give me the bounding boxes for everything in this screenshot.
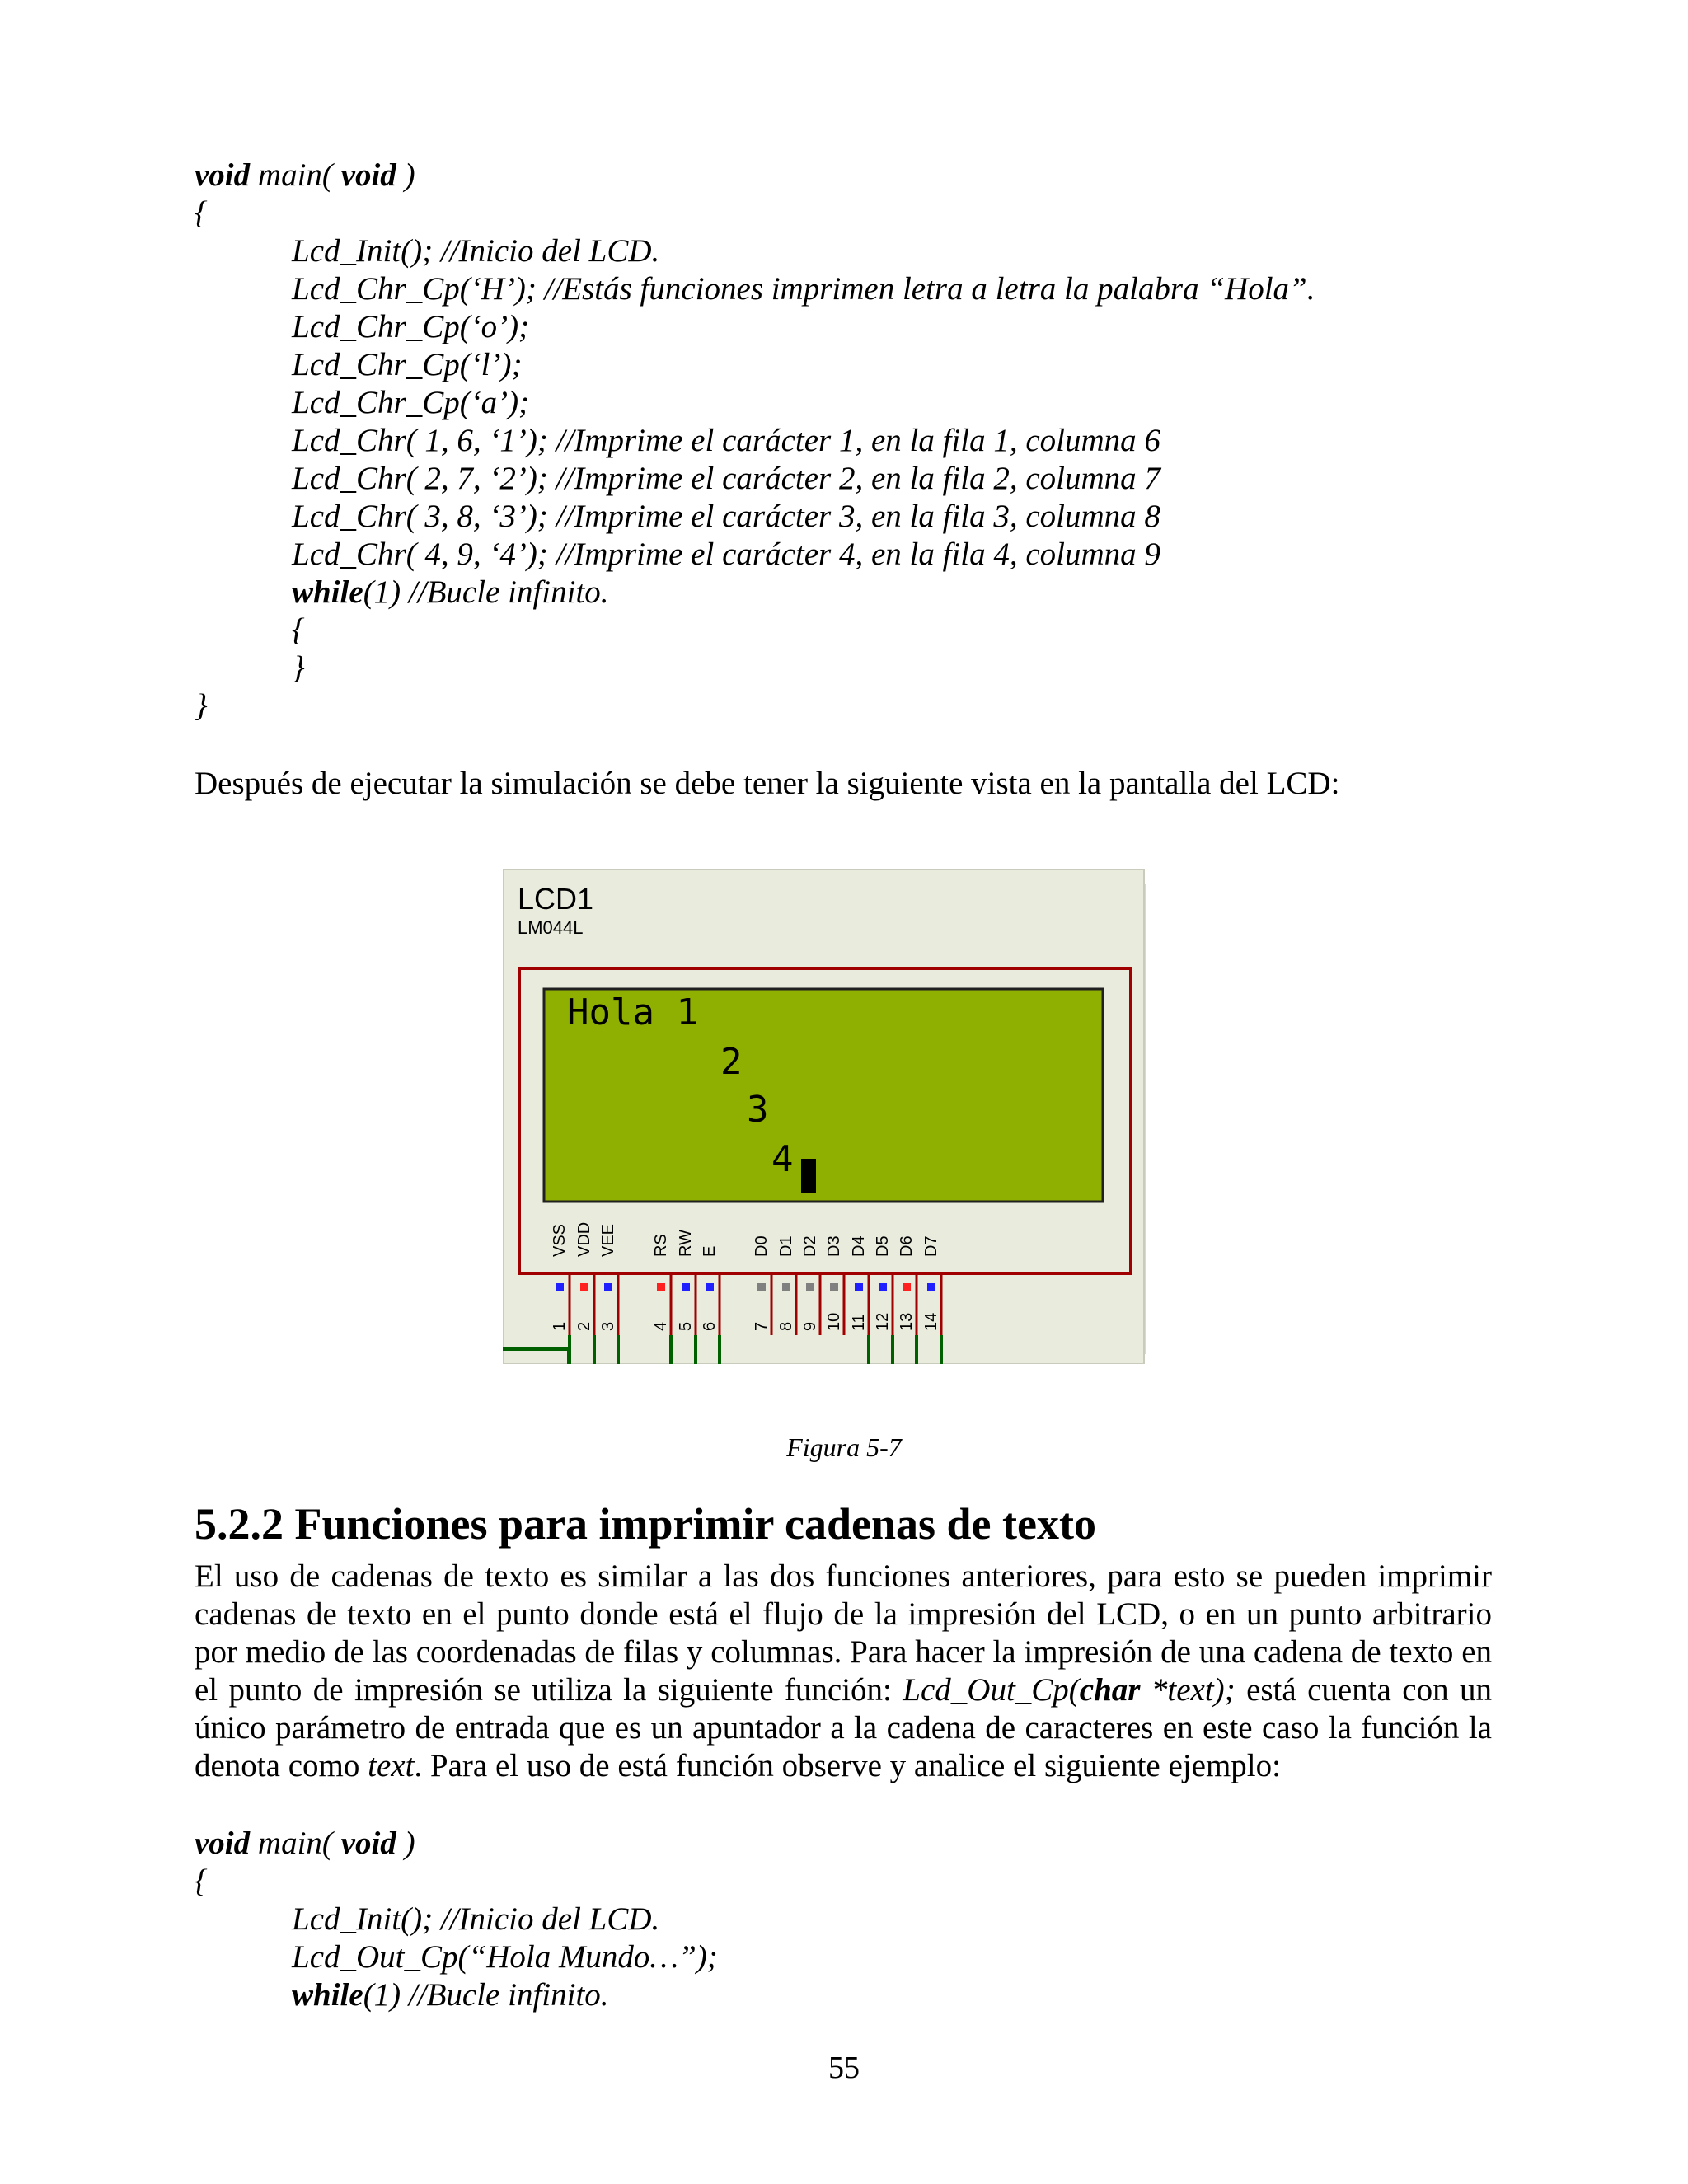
keyword-void: void [195,1825,251,1861]
pin-number: 8 [777,1321,795,1331]
code-line: } [292,650,305,686]
pin-state-indicator [903,1283,911,1291]
code-line-main [195,1825,718,1863]
pin-label: D6 [898,1235,916,1257]
keyword-while: while [292,1977,363,2013]
pin-state-indicator [706,1283,714,1291]
code-line: Lcd_Chr( 2, 7, ‘2’); //Imprime el carácter 2, en la fila 2, columna 7 [292,461,1160,496]
lcd-figure-svg [503,869,1146,1364]
code-line: { [195,195,208,231]
fn-param: *text); [1140,1672,1236,1708]
paragraph-text: . Para el uso de está función observe y analice el siguiente ejemplo: [414,1748,1281,1783]
function-signature [903,1672,1235,1708]
lcd-cursor [801,1159,816,1193]
lcd-figure [503,869,1146,1364]
pin-number: 7 [753,1321,771,1331]
code-line-while [195,1976,718,2014]
code-line-while [195,574,1315,612]
page-number: 55 [828,2050,860,2085]
pin-number: 6 [701,1321,719,1331]
param-name: text [368,1748,415,1783]
pin-state-indicator [855,1283,863,1291]
code-line-main [195,157,1315,194]
pin-state-indicator [682,1283,690,1291]
code-line: Lcd_Chr_Cp(‘H’); //Estás funciones imprimen letra a letra la palabra “Hola”. [292,271,1315,307]
code-line: Lcd_Chr( 1, 6, ‘1’); //Imprime el carácter 1, en la fila 1, columna 6 [292,423,1160,458]
code-text: main( [250,1825,341,1861]
pin-label: RS [652,1234,670,1257]
code-line: } [195,688,208,724]
pin-number: 3 [599,1321,617,1331]
pin-number: 9 [801,1321,819,1331]
figure-caption: Figura 5-7 [786,1432,902,1462]
lcd-row-text: 3 [747,1089,769,1131]
lcd-row-text: 4 [771,1138,794,1180]
code-line: Lcd_Out_Cp(“Hola Mundo…”); [292,1939,718,1975]
pin-label: D2 [801,1235,819,1257]
pin-state-indicator [580,1283,588,1291]
pin-label: D5 [874,1235,892,1257]
code-line: { [292,612,305,648]
code-text: (1) //Bucle infinito. [363,574,609,610]
pin-number: 4 [652,1321,670,1331]
pin-number: 10 [825,1312,843,1331]
intro-paragraph: Después de ejecutar la simulación se debe tener la siguiente vista en la pantalla del LCD: [195,766,1340,801]
pin-number: 2 [575,1321,593,1331]
keyword-char: char [1079,1672,1141,1708]
pin-label: D4 [850,1235,868,1257]
code-line: Lcd_Init(); //Inicio del LCD. [292,1901,660,1937]
keyword-void: void [340,1825,396,1861]
pin-state-indicator [556,1283,564,1291]
code-text: (1) //Bucle infinito. [363,1977,609,2013]
pin-state-indicator [757,1283,766,1291]
code-text: ) [396,157,415,193]
pin-label: D7 [922,1235,940,1257]
paragraph-text: El uso de cadenas de texto es similar a las dos funciones anteriores, para esto se pueden imprimir cadenas de texto en el punto donde está el flujo de la impresión del LCD, o en un punto arbitrario por medio de las coordenadas de filas y columnas. Para hacer la impresión de una cadena de texto en el punto de impresión se utiliza la siguiente función: [195,1558,1492,1708]
pin-number: 14 [922,1312,940,1331]
pin-number: 12 [874,1312,892,1331]
pin-state-indicator [879,1283,887,1291]
code-block-1 [195,157,1315,725]
code-line: Lcd_Chr_Cp(‘a’); [292,385,530,420]
code-line: Lcd_Chr( 3, 8, ‘3’); //Imprime el carácter 3, en la fila 3, columna 8 [292,499,1160,534]
pin-state-indicator [604,1283,612,1291]
code-text: ) [396,1825,415,1861]
code-text: main( [250,157,341,193]
pin-number: 5 [677,1321,695,1331]
lcd-row-text: Hola 1 [567,991,698,1033]
keyword-while: while [292,574,363,610]
pin-number: 1 [551,1321,569,1331]
pin-state-indicator [806,1283,814,1291]
keyword-void: void [340,157,396,193]
pin-label: RW [677,1230,695,1257]
pin-state-indicator [657,1283,665,1291]
pin-label: D0 [753,1235,771,1257]
paragraph-text: está cuenta con un único parámetro de entrada que es un apuntador a la cadena de caracteres en este caso la función la denota como [195,1672,1492,1783]
pin-number: 11 [850,1314,868,1331]
component-title: LCD1 [518,882,594,916]
pin-number: 13 [898,1312,916,1331]
code-line: { [195,1863,208,1899]
pin-label: E [701,1245,719,1257]
lcd-row-text: 2 [720,1041,743,1083]
pin-state-indicator [927,1283,935,1291]
pin-state-indicator [830,1283,838,1291]
code-line: Lcd_Init(); //Inicio del LCD. [292,233,660,269]
code-line: Lcd_Chr_Cp(‘o’); [292,309,530,344]
section-heading: 5.2.2 Funciones para imprimir cadenas de texto [195,1499,1096,1549]
code-line: Lcd_Chr_Cp(‘l’); [292,347,523,382]
pin-label: D3 [825,1235,843,1257]
pin-label: VSS [551,1223,569,1257]
component-model: LM044L [518,917,584,938]
keyword-void: void [195,157,251,193]
code-line: Lcd_Chr( 4, 9, ‘4’); //Imprime el carácter 4, en la fila 4, columna 9 [292,537,1160,572]
pin-label: D1 [777,1235,795,1257]
code-block-2 [195,1825,718,2014]
section-paragraph [195,1558,1492,1785]
pin-label: VEE [599,1223,617,1257]
pin-label: VDD [575,1221,593,1257]
fn-name: Lcd_Out_Cp( [903,1672,1080,1708]
pin-state-indicator [782,1283,790,1291]
